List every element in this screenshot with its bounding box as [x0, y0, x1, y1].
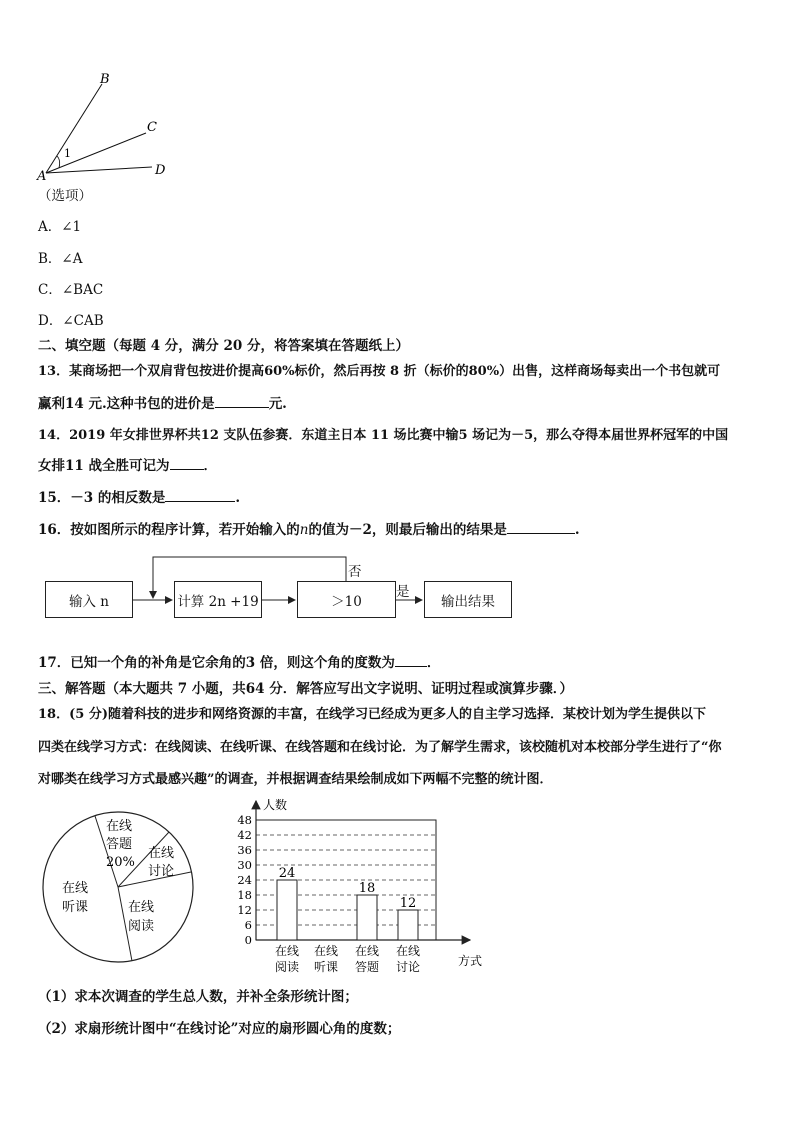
option-a: A．∠1 — [38, 219, 82, 235]
category-label-line2: 讨论 — [395, 960, 421, 974]
y-tick-labels — [237, 813, 252, 947]
y-tick-label: 18 — [237, 888, 252, 902]
flow-compare-box: ＞10 — [297, 581, 396, 618]
q17-answer-blank[interactable] — [395, 654, 427, 667]
y-tick-label: 30 — [237, 858, 252, 872]
y-tick-label: 6 — [244, 918, 252, 932]
option-b: B．∠A — [38, 251, 83, 267]
q15-answer-blank[interactable] — [165, 489, 235, 502]
flow-output-box: 输出结果 — [424, 581, 512, 618]
pie-read-l1: 在线 — [128, 900, 155, 915]
category-label-line1: 在线 — [274, 944, 300, 958]
pie-answer-l1: 在线 — [106, 819, 133, 834]
angle-arc — [57, 156, 60, 168]
bar — [277, 880, 297, 940]
y-tick-label: 0 — [244, 933, 252, 947]
pie-listen-l1: 在线 — [62, 881, 89, 896]
flow-yes-label: 是 — [396, 584, 410, 600]
q18-line3: 对哪类在线学习方式最感兴趣”的调查，并根据调查结果绘制成如下两幅不完整的统计图． — [38, 772, 553, 787]
q16: 16．按如图所示的程序计算，若开始输入的n的值为－2，则最后输出的结果是 . — [38, 522, 580, 538]
pie-answer-pct: 20% — [106, 855, 135, 870]
ray-AB — [46, 84, 102, 173]
y-tick-label: 42 — [237, 828, 252, 842]
ray-AC — [46, 133, 146, 173]
pie-discuss-l1: 在线 — [148, 846, 175, 861]
q16-answer-blank[interactable] — [507, 521, 575, 534]
ray-AD — [46, 167, 152, 173]
label-D: D — [155, 163, 166, 178]
y-tick-label: 48 — [237, 813, 252, 827]
category-label-line2: 听课 — [313, 960, 339, 974]
y-axis-label: 人数 — [263, 798, 288, 812]
category-label-line2: 阅读 — [274, 960, 300, 974]
label-C: C — [147, 120, 157, 135]
q14-line2: 女排11 战全胜可记为 ． — [38, 458, 217, 474]
q13-line1: 13．某商场把一个双肩背包按进价提高60%标价，然后再按 8 折（标价的80%）出售，这样商场每卖出一个书包就可 — [38, 364, 721, 379]
q18-sub2: （2）求扇形统计图中“在线讨论”对应的扇形圆心角的度数； — [38, 1021, 401, 1037]
y-tick-label: 12 — [237, 903, 252, 917]
bar-value-label: 12 — [399, 896, 417, 911]
bar-chart — [230, 795, 500, 985]
option-d: D．∠CAB — [38, 313, 104, 329]
pie-listen-l2: 听课 — [62, 900, 89, 915]
label-B: B — [100, 72, 110, 87]
q18-sub1: （1）求本次调查的学生总人数，并补全条形统计图； — [38, 989, 358, 1005]
option-c: C．∠BAC — [38, 282, 104, 298]
y-tick-label: 36 — [237, 843, 252, 857]
flow-compute-box: 计算 2n +19 — [174, 581, 262, 618]
q14-line1: 14．2019 年女排世界杯共12 支队伍参赛．东道主日本 11 场比赛中输5 场记为－5，那么夺得本届世界杯冠军的中国 — [38, 428, 729, 443]
q17: 17．已知一个角的补角是它余角的3 倍，则这个角的度数为 ． — [38, 655, 441, 671]
category-label-line1: 在线 — [313, 944, 339, 958]
category-labels — [275, 943, 420, 974]
pie-read-l2: 阅读 — [128, 919, 155, 934]
bar-value-label: 18 — [358, 881, 376, 896]
category-label-line2: 答题 — [354, 960, 380, 974]
loop-back-arrow — [153, 557, 346, 598]
figure-caption: （选项） — [38, 188, 92, 204]
q13-answer-blank[interactable] — [215, 395, 269, 408]
bars — [277, 866, 418, 940]
bar — [357, 895, 377, 940]
q18-line1: 18．(5 分)随着科技的进步和网络资源的丰富，在线学习已经成为更多人的自主学习选择．某校计划为学生提供以下 — [38, 707, 706, 722]
angle-figure — [30, 70, 180, 185]
bar-value-label: 24 — [278, 866, 296, 881]
label-A: A — [37, 169, 47, 184]
category-label-line1: 在线 — [354, 944, 380, 958]
pie-answer-l2: 答题 — [106, 837, 133, 852]
x-axis-label: 方式 — [458, 954, 483, 968]
q14-answer-blank[interactable] — [170, 457, 204, 470]
flow-input-box: 输入 n — [45, 581, 133, 618]
flow-no-label: 否 — [348, 564, 362, 580]
pie-chart — [38, 808, 198, 968]
label-angle-1: 1 — [64, 147, 71, 160]
q13-line2: 赢利14 元.这种书包的进价是 元. — [38, 396, 287, 412]
pie-discuss-l2: 讨论 — [148, 864, 175, 879]
section-2-title: 二、填空题（每题 4 分，满分 20 分，将答案填在答题纸上） — [38, 338, 409, 354]
section-3-title: 三、解答题（本大题共 7 小题，共64 分．解答应写出文字说明、证明过程或演算步骤．） — [38, 681, 574, 697]
y-tick-label: 24 — [237, 873, 252, 887]
category-label-line1: 在线 — [395, 944, 421, 958]
q15: 15．－3 的相反数是 . — [38, 490, 241, 506]
q18-line2: 四类在线学习方式：在线阅读、在线听课、在线答题和在线讨论．为了解学生需求，该校随机对本校部分学生进行了“你 — [38, 740, 722, 755]
bar — [398, 910, 418, 940]
